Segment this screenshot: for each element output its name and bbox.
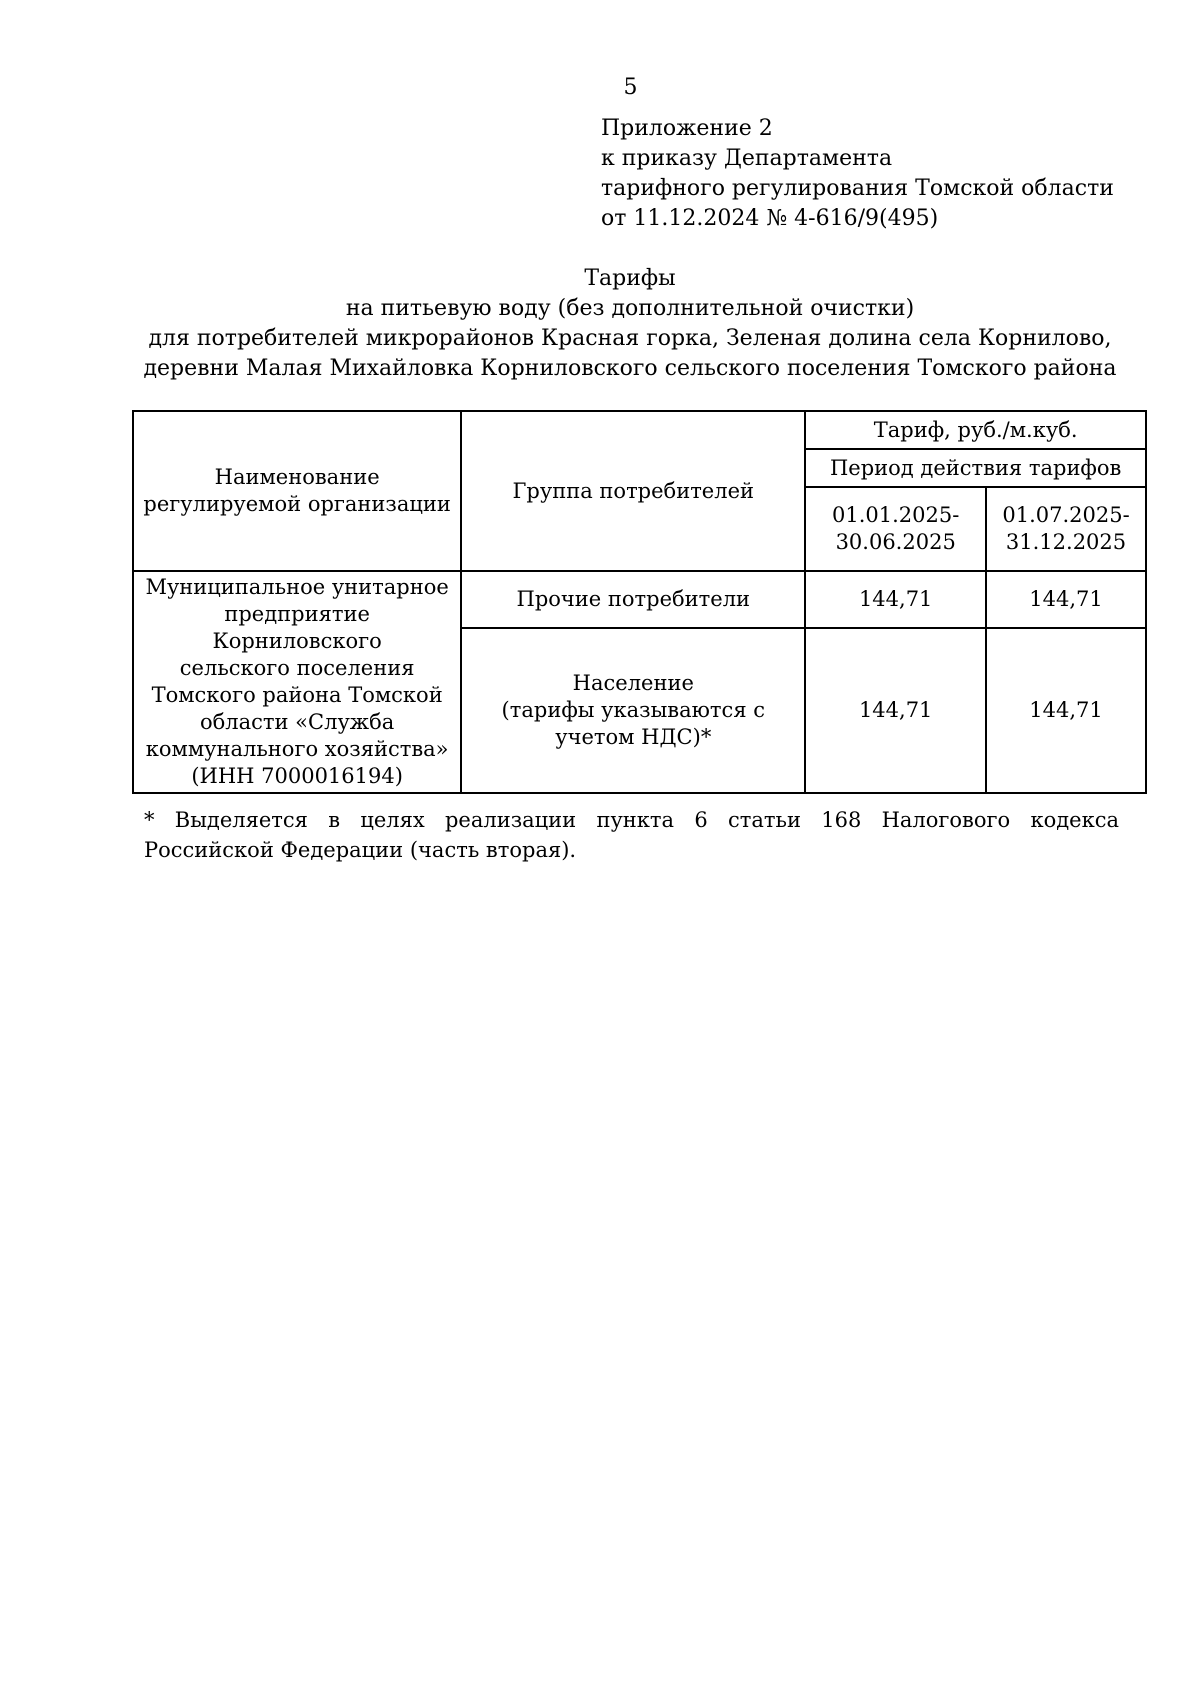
consumer-group-cell bbox=[461, 628, 805, 793]
header-org-name-line-1: Наименование bbox=[214, 465, 380, 489]
organization-line-2: предприятие Корниловского bbox=[212, 602, 382, 653]
table-header-row bbox=[133, 411, 1146, 449]
appendix-line-2: к приказу Департамента bbox=[601, 146, 893, 171]
tariff-table bbox=[132, 410, 1147, 794]
period-2-start: 01.07.2025- bbox=[1002, 503, 1130, 527]
header-period-2 bbox=[986, 487, 1146, 571]
tariff-value-cell: 144,71 bbox=[986, 571, 1146, 628]
consumer-group-line-2: (тарифы указываются с bbox=[501, 697, 766, 722]
appendix-line-4: от 11.12.2024 № 4-616/9(495) bbox=[601, 206, 939, 231]
footnote: * Выделяется в целях реализации пункта 6 статьи 168 Налогового кодекса Российской Федерации (часть вторая). bbox=[144, 808, 1119, 862]
document-heading bbox=[130, 264, 1130, 384]
organization-line-3: сельского поселения bbox=[179, 656, 415, 680]
heading-line-2: на питьевую воду (без дополнительной очистки) bbox=[345, 296, 915, 321]
organization-line-6: коммунального хозяйства» bbox=[145, 737, 449, 761]
tariff-value-cell: 144,71 bbox=[805, 628, 986, 793]
period-1-end: 30.06.2025 bbox=[835, 530, 956, 554]
table-row bbox=[133, 571, 1146, 628]
consumer-group-line-3: учетом НДС)* bbox=[555, 724, 712, 749]
header-org-name bbox=[133, 411, 461, 571]
organization-line-7: (ИНН 7000016194) bbox=[191, 764, 403, 788]
appendix-line-1: Приложение 2 bbox=[601, 116, 773, 141]
heading-line-4: деревни Малая Михайловка Корниловского сельского поселения Томского района bbox=[143, 356, 1117, 381]
tariff-value-cell: 144,71 bbox=[805, 571, 986, 628]
heading-title: Тарифы bbox=[584, 266, 676, 291]
header-tariff: Тариф, руб./м.куб. bbox=[805, 411, 1146, 449]
appendix-reference bbox=[601, 114, 1114, 234]
header-period: Период действия тарифов bbox=[805, 449, 1146, 487]
consumer-group-line-1: Население bbox=[572, 670, 694, 695]
period-1-start: 01.01.2025- bbox=[832, 503, 960, 527]
period-2-end: 31.12.2025 bbox=[1005, 530, 1127, 554]
consumer-group-cell: Прочие потребители bbox=[461, 571, 805, 628]
organization-cell bbox=[133, 571, 461, 793]
tariff-value-cell: 144,71 bbox=[986, 628, 1146, 793]
organization-line-4: Томского района Томской bbox=[151, 683, 443, 707]
organization-line-1: Муниципальное унитарное bbox=[145, 575, 449, 599]
appendix-line-3: тарифного регулирования Томской области bbox=[601, 176, 1114, 201]
page-number: 5 bbox=[623, 75, 638, 100]
header-period-1 bbox=[805, 487, 986, 571]
header-consumer-group: Группа потребителей bbox=[461, 411, 805, 571]
heading-line-3: для потребителей микрорайонов Красная горка, Зеленая долина села Корнилово, bbox=[148, 326, 1112, 351]
organization-line-5: области «Служба bbox=[199, 710, 395, 734]
header-org-name-line-2: регулируемой организации bbox=[143, 492, 451, 516]
